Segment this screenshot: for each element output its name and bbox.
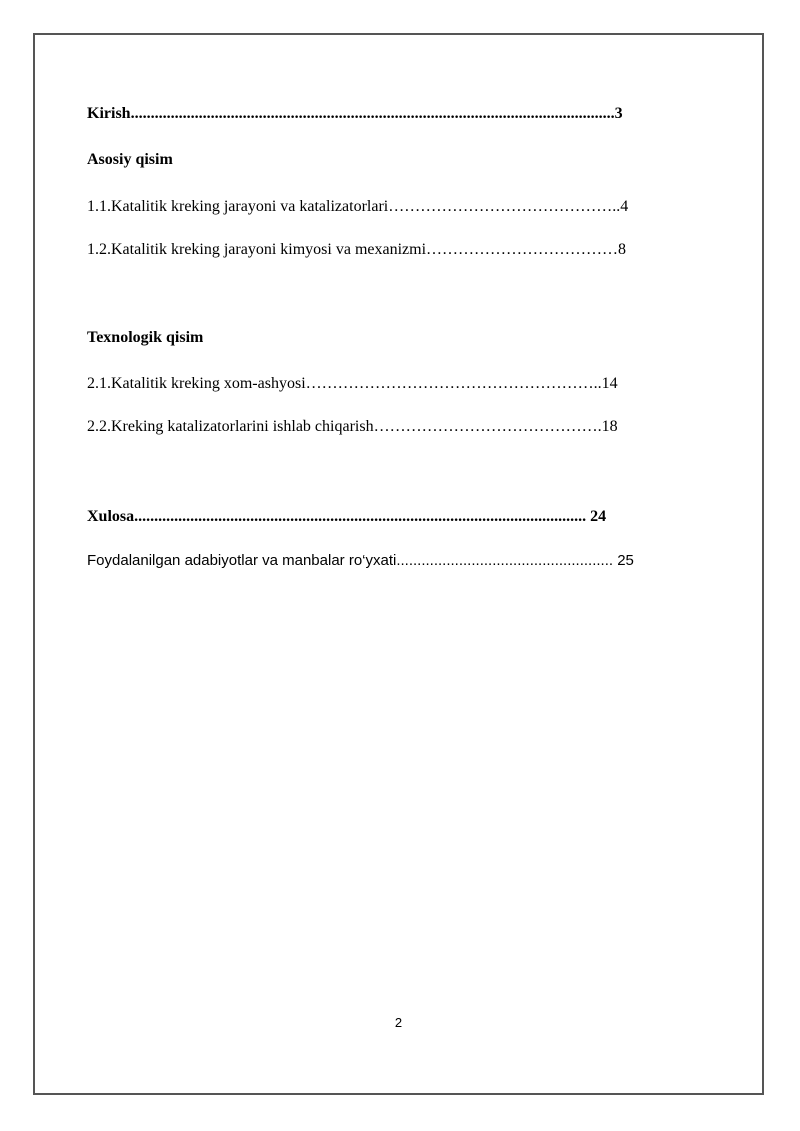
toc-entry-2-2: 2.2.Kreking katalizatorlarini ishlab chiqarish…………………………………….18 <box>87 418 618 435</box>
toc-heading-texnologik-qisim: Texnologik qisim <box>87 329 204 346</box>
page-number: 2 <box>394 1015 403 1030</box>
document-page <box>33 33 764 1095</box>
toc-entry-xulosa: Xulosa................................................................................................................. 24 <box>87 508 607 525</box>
toc-heading-asosiy-qisim: Asosiy qisim <box>87 151 173 168</box>
toc-entry-kirish: Kirish.........................................................................................................................3 <box>87 105 623 122</box>
toc-entry-1-1: 1.1.Katalitik kreking jarayoni va katalizatorlari……………………………………..4 <box>87 198 629 215</box>
toc-entry-1-2: 1.2.Katalitik kreking jarayoni kimyosi va mexanizmi………………………………8 <box>87 241 627 258</box>
toc-entry-adabiyotlar: Foydalanilgan adabiyotlar va manbalar ro‘yxati.................................................... 25 <box>87 552 634 569</box>
toc-entry-2-1: 2.1.Katalitik kreking xom-ashyosi………………………………………………..14 <box>87 375 618 392</box>
